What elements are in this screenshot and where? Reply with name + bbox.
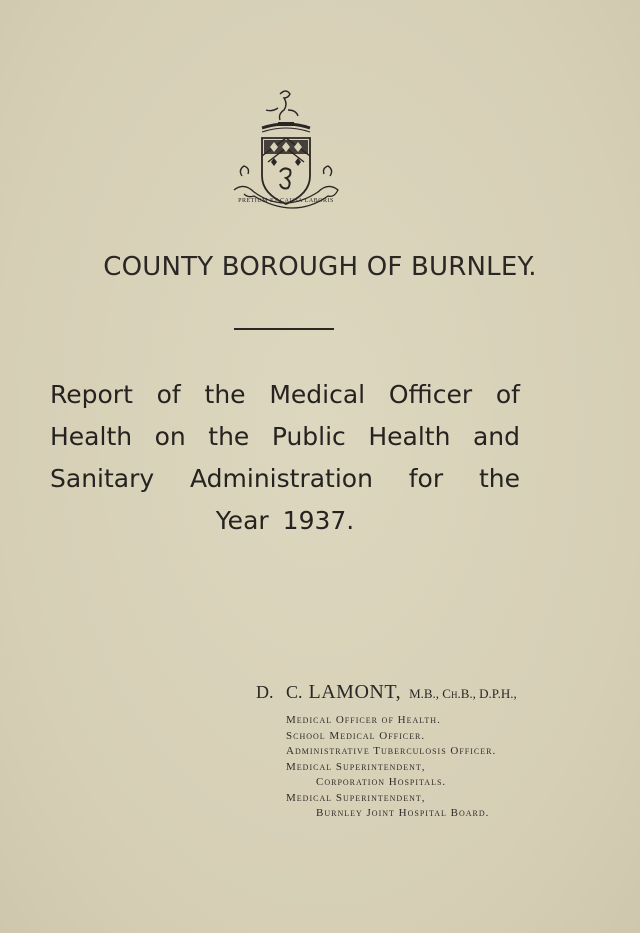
- title-year: 1937.: [282, 506, 355, 535]
- motto-text: PRETIUM ET CAUSA LABORIS: [238, 198, 334, 204]
- appointment-item: Administrative Tuberculosis Officer.: [286, 745, 497, 757]
- author-line: [256, 681, 556, 704]
- title-word: the: [204, 380, 246, 409]
- title-word: for: [408, 464, 444, 493]
- title-word: on: [154, 422, 186, 451]
- title-line-2: [50, 422, 520, 462]
- title-word: of: [495, 380, 520, 409]
- divider-rule: [234, 328, 334, 330]
- title-line-4: [50, 506, 520, 546]
- title-line-1: [50, 380, 520, 420]
- title-word: Medical: [269, 380, 366, 409]
- title-word: of: [156, 380, 181, 409]
- coat-of-arms-icon: [228, 86, 344, 222]
- title-word: the: [478, 464, 520, 493]
- title-word: Health: [50, 422, 133, 451]
- appointment-item: Corporation Hospitals.: [316, 776, 447, 788]
- appointment-item: Medical Officer of Health.: [286, 714, 441, 726]
- title-word: Administration: [190, 464, 373, 493]
- author-surname: LAMONT,: [308, 681, 402, 703]
- author-initials: D. C.: [256, 682, 303, 702]
- appointments-list: [286, 713, 586, 822]
- title-word: Officer: [388, 380, 473, 409]
- title-line-3: [50, 464, 520, 504]
- title-word: Report: [50, 380, 133, 409]
- title-word: the: [208, 422, 250, 451]
- title-word: Sanitary: [50, 464, 155, 493]
- appointment-item: Medical Superintendent,: [286, 791, 426, 804]
- borough-heading: COUNTY BOROUGH OF BURNLEY.: [103, 252, 537, 282]
- appointment-item: Medical Superintendent,: [286, 760, 426, 773]
- author-degrees: M.B., Ch.B., D.P.H.,: [409, 686, 517, 701]
- appointment-item: Burnley Joint Hospital Board.: [316, 807, 490, 819]
- title-word: Public: [271, 422, 346, 451]
- title-word: and: [472, 422, 520, 451]
- title-word: Year: [215, 506, 269, 535]
- appointment-item: School Medical Officer.: [286, 729, 426, 742]
- title-word: Health: [368, 422, 451, 451]
